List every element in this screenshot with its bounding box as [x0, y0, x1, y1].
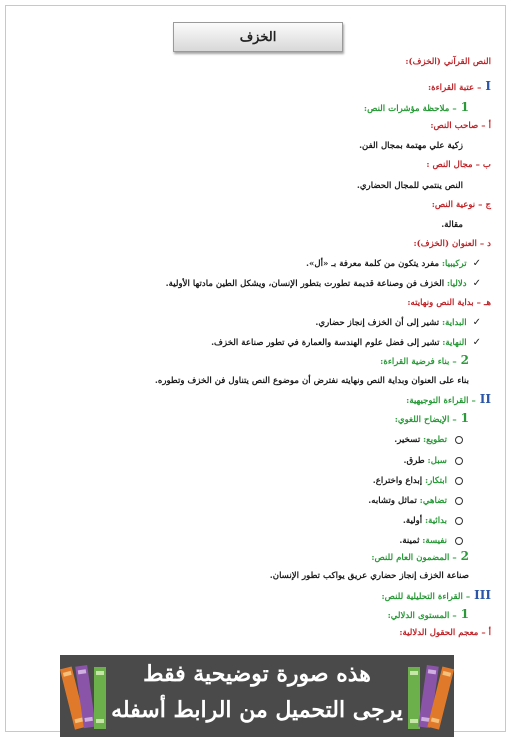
circle-bullet-icon: [455, 497, 463, 505]
vocab-item: [368, 495, 463, 507]
vocab-meaning: تسخير.: [394, 435, 421, 445]
vocab-item: [403, 515, 463, 527]
check-item-text: مفرد يتكون من كلمة معرفة بـ «أل».: [305, 259, 440, 269]
subsection-label: – المضمون العام للنص:: [371, 553, 457, 563]
text-heading: النص القرآني (الخزف):: [405, 57, 491, 67]
subsection-heading: [364, 101, 469, 115]
check-item-text: تشير إلى أن الخزف إنجاز حضاري.: [315, 318, 440, 328]
subsection-number: 1: [460, 100, 469, 114]
item-heading: هـ – بداية النص ونهايته:: [407, 298, 491, 308]
paragraph: صناعة الخزف إنجاز حضاري عريق يواكب تطور الإنسان.: [269, 571, 469, 581]
check-icon: ✓: [472, 317, 481, 328]
vocab-word: ابتكار:: [424, 476, 447, 486]
subsection-number: 1: [460, 411, 469, 425]
vocab-meaning: ثمينة.: [399, 536, 420, 546]
check-item-label: النهاية:: [442, 338, 467, 348]
vocab-item: [399, 535, 463, 547]
vocab-word: نفيسة:: [422, 536, 447, 546]
vocab-word: تضاهي:: [419, 496, 447, 506]
check-icon: ✓: [472, 337, 481, 348]
check-item-text: الخزف فن وصناعة قديمة تطورت بتطور الإنسان، ويشكل الطين مادتها الأولية.: [165, 279, 445, 289]
item-heading: أ – معجم الحقول الدلالية:: [399, 628, 491, 638]
subsection-heading: [395, 412, 469, 426]
watermark-banner: [60, 655, 454, 737]
section-label: – القراءة التوجيهية:: [406, 396, 476, 406]
item-text: النص ينتمي للمجال الحضاري.: [356, 181, 463, 191]
subsection-label: – ملاحظة مؤشرات النص:: [363, 104, 457, 114]
subsection-heading: [380, 354, 469, 368]
vocab-word: سبل:: [427, 456, 447, 466]
vocab-meaning: تماثل وتشابه.: [368, 496, 417, 506]
subsection-number: 1: [460, 607, 469, 621]
subsection-number: 2: [460, 549, 469, 563]
vocab-word: بدائية:: [424, 516, 447, 526]
item-heading: أ – صاحب النص:: [430, 121, 491, 131]
circle-bullet-icon: [455, 537, 463, 545]
circle-bullet-icon: [455, 436, 463, 444]
section-heading-ii: [406, 393, 491, 407]
subsection-label: – بناء فرضية القراءة:: [380, 357, 457, 367]
section-label: – عتبة القراءة:: [427, 83, 482, 93]
item-heading: ج – نوعية النص:: [431, 200, 491, 210]
vocab-item: [394, 434, 463, 446]
vocab-meaning: طرق.: [403, 456, 425, 466]
circle-bullet-icon: [455, 457, 463, 465]
circle-bullet-icon: [455, 517, 463, 525]
check-item-label: البداية:: [441, 318, 467, 328]
item-text: زكية علي مهتمة بمجال الفن.: [359, 141, 463, 151]
subsection-heading: [388, 608, 469, 622]
check-item: [166, 278, 481, 290]
subsection-label: – الإيضاح اللغوي:: [394, 415, 457, 425]
check-icon: ✓: [472, 278, 481, 289]
check-item-label: تركيبيا:: [441, 259, 467, 269]
check-item-label: دلاليا:: [446, 279, 467, 289]
subsection-label: – المستوى الدلالي:: [387, 611, 457, 621]
vocab-item: [404, 455, 463, 467]
section-heading-i: [428, 80, 491, 94]
item-heading: د – العنوان (الخزف):: [413, 239, 491, 249]
section-heading-iii: [381, 589, 491, 603]
item-text: مقالة.: [441, 220, 463, 230]
subsection-number: 2: [460, 353, 469, 367]
roman-numeral: II: [479, 392, 491, 406]
check-item: [306, 258, 481, 270]
page-title: الخزف: [173, 22, 343, 52]
check-item: [315, 317, 481, 329]
banner-text-line-2: يرجى التحميل من الرابط أسفله: [111, 697, 403, 723]
vocab-meaning: أولية.: [402, 516, 423, 526]
check-item: [211, 337, 481, 349]
item-heading: ب – مجال النص :: [426, 160, 491, 170]
subsection-heading: [371, 550, 469, 564]
vocab-item: [373, 475, 463, 487]
banner-text-line-1: هذه صورة توضيحية فقط: [143, 661, 371, 687]
roman-numeral: I: [485, 79, 491, 93]
paragraph: بناء على العنوان وبداية النص ونهايته نفترض أن موضوع النص يتناول فن الخزف وتطوره.: [154, 376, 469, 386]
roman-numeral: III: [474, 588, 491, 602]
check-icon: ✓: [472, 258, 481, 269]
section-label: – القراءة التحليلية للنص:: [381, 592, 471, 602]
vocab-word: تطويع:: [422, 435, 447, 445]
circle-bullet-icon: [455, 477, 463, 485]
check-item-text: تشير إلى فضل علوم الهندسة والعمارة في تطور صناعة الخزف.: [211, 338, 440, 348]
vocab-meaning: إبداع واختراع.: [372, 476, 423, 486]
